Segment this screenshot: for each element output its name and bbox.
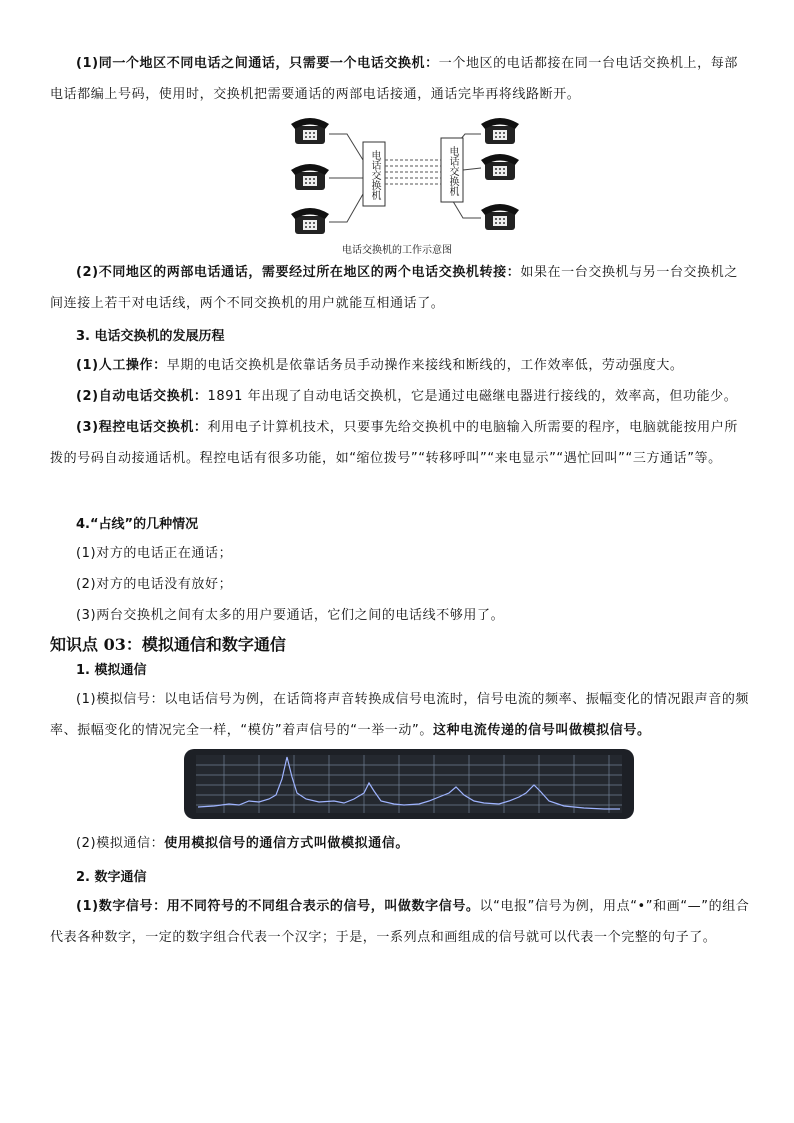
paragraph-text: 早期的电话交换机是依靠话务员手动操作来接线和断线的，工作效率低，劳动强度大。 — [166, 358, 684, 373]
paragraph-bold-lead: (3)程控电话交换机： — [76, 420, 208, 435]
paragraph-analog-signal — [50, 684, 750, 746]
phone-icon — [291, 208, 329, 234]
paragraph-text: (2)模拟通信： — [76, 836, 165, 851]
paragraph-program-controlled — [50, 412, 750, 474]
paragraph-text: (1)模拟信号：以电话信号为例，在话筒将声音转换成信号电流时，信号电流的频率、振幅变化的情况跟声音的频率、振幅变化的情况完全一样，“模仿”着声信号的“一举一动”。 — [50, 692, 750, 738]
paragraph-text: 1891 年出现了自动电话交换机，它是通过电磁继电器进行接线的，效率高，但功能少。 — [207, 389, 738, 404]
paragraph-digital-signal — [50, 891, 750, 953]
busy-case-1: (1)对方的电话正在通话； — [76, 546, 233, 561]
paragraph-bold-lead: 同一个地区不同电话之间通话，只需要一个电话交换机： — [98, 56, 439, 71]
paragraph-text: 利用电子计算机技术，只要事先给交换机中的电脑输入所需要的程序，电脑就能按用户所拨的号码自动接通话机。程控电话有很多功能，如“缩位拨号”“转移呼叫”“来电显示”“遇忙回叫”“三方通话”等。 — [50, 420, 738, 466]
right-switch-label: 电话交换机 — [447, 146, 458, 196]
section-heading: 知识点 03：模拟通信和数字通信 — [50, 635, 286, 654]
trunk-lines — [385, 160, 441, 184]
paragraph-text: 以“电报”信号为例，用点“•”和画“—”的组合代表各种数字，一定的数字组合代表一个汉字；于是，一系列点和画组成的信号就可以代表一个完整的句子了。 — [50, 899, 750, 945]
phone-icon — [481, 204, 519, 230]
paragraph-bold-lead: (1)人工操作： — [76, 358, 167, 373]
phone-icon — [481, 154, 519, 180]
paragraph-automatic — [50, 381, 750, 412]
paragraph-analog-communication — [50, 828, 750, 859]
heading-analog: 1. 模拟通信 — [76, 663, 147, 678]
heading-exchange-history: 3. 电话交换机的发展历程 — [76, 329, 225, 344]
phone-icon — [481, 118, 519, 144]
heading-busy-line: 4.“占线”的几种情况 — [76, 517, 199, 532]
paragraph-bold-lead: (2)自动电话交换机： — [76, 389, 208, 404]
paragraph-number: (1) — [76, 56, 99, 71]
busy-case-2: (2)对方的电话没有放好； — [76, 577, 233, 592]
paragraph-text: 一个地区的电话都接在同一台电话交换机上，每部电话都编上号码，使用时，交换机把需要通话的两部电话接通，通话完毕再将线路断开。 — [50, 56, 738, 102]
paragraph-bold-lead: (2)不同地区的两部电话通话，需要经过所在地区的两个电话交换机转接： — [76, 265, 521, 280]
paragraph-same-area — [50, 48, 750, 110]
phone-icon — [291, 164, 329, 190]
paragraph-bold-tail: 这种电流传递的信号叫做模拟信号。 — [432, 723, 651, 738]
heading-digital: 2. 数字通信 — [76, 870, 147, 885]
paragraph-different-area — [50, 257, 750, 319]
phone-icon — [291, 118, 329, 144]
exchange-diagram — [285, 108, 525, 238]
paragraph-manual — [50, 350, 750, 381]
paragraph-text: 如果在一台交换机与另一台交换机之间连接上若干对电话线，两个不同交换机的用户就能互相通话了。 — [50, 265, 738, 311]
figure-caption: 电话交换机的工作示意图 — [342, 245, 452, 256]
analog-waveform-image — [184, 749, 634, 819]
paragraph-bold-lead: (1)数字信号：用不同符号的不同组合表示的信号，叫做数字信号。 — [76, 899, 480, 914]
busy-case-3: (3)两台交换机之间有太多的用户要通话，它们之间的电话线不够用了。 — [76, 608, 505, 623]
paragraph-bold-tail: 使用模拟信号的通信方式叫做模拟通信。 — [164, 836, 410, 851]
left-switch-label: 电话交换机 — [369, 150, 380, 200]
